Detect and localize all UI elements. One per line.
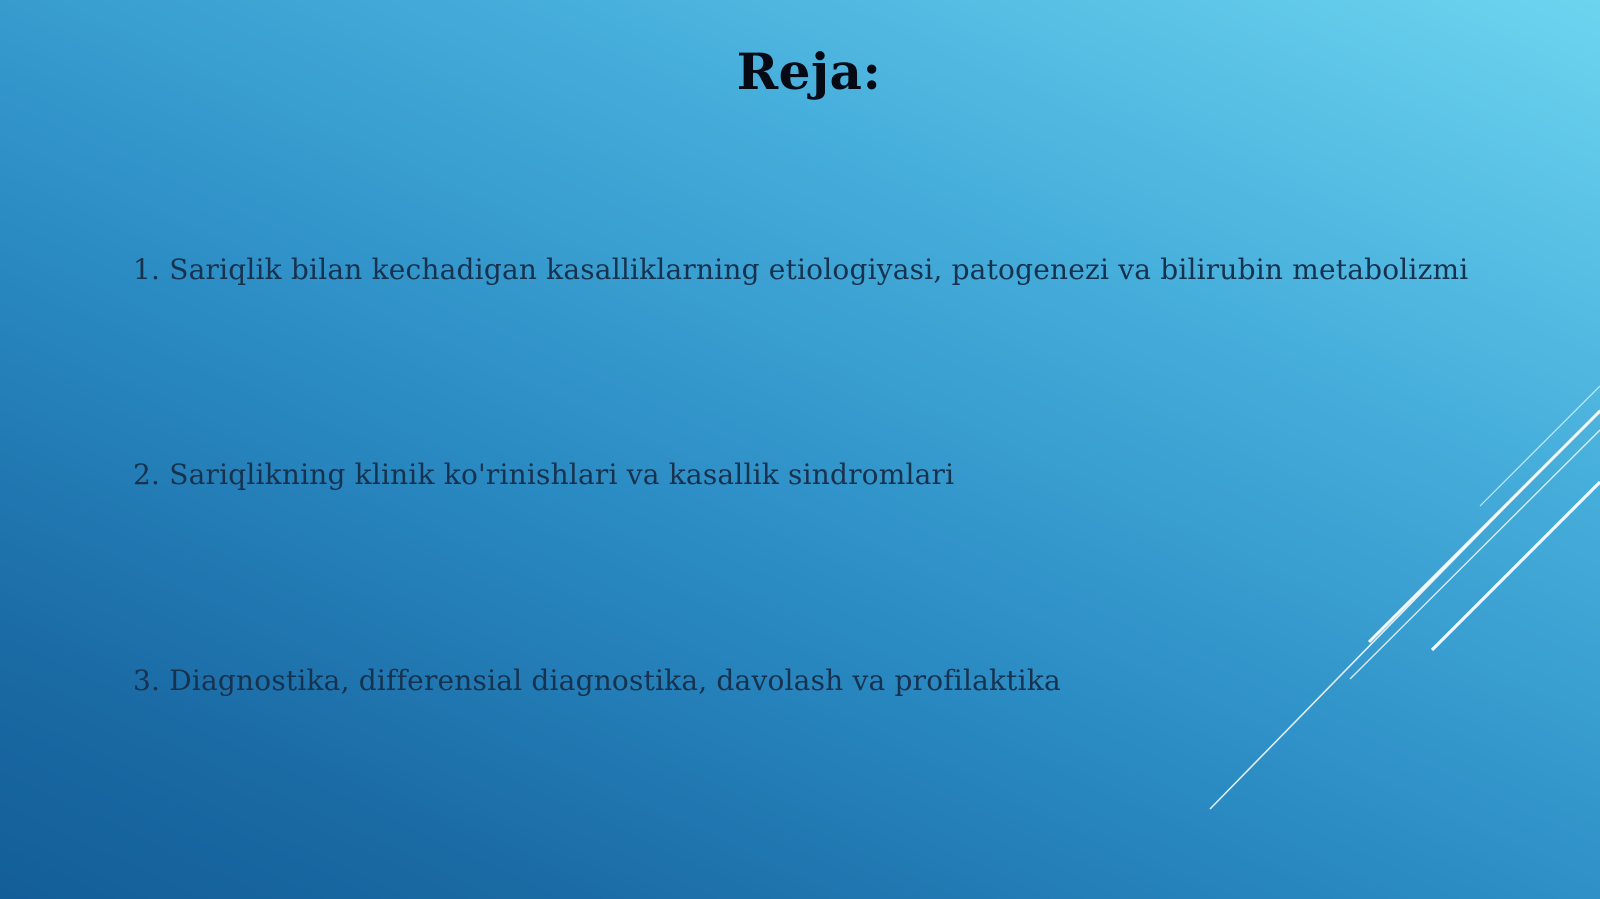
plan-item: 3. Diagnostika, differensial diagnostika, davolash va profilaktika [133,664,1061,697]
decor-line [1210,410,1600,809]
decor-line [1350,430,1600,679]
decor-line [1432,482,1600,650]
plan-item: 2. Sariqlikning klinik ko'rinishlari va kasallik sindromlari [133,458,955,491]
decor-line [1480,386,1600,506]
slide-title: Reja: [736,42,882,101]
plan-item: 1. Sariqlik bilan kechadigan kasalliklarning etiologiyasi, patogenezi va bilirubin metabolizmi [133,253,1469,286]
decor-line [1369,411,1600,642]
